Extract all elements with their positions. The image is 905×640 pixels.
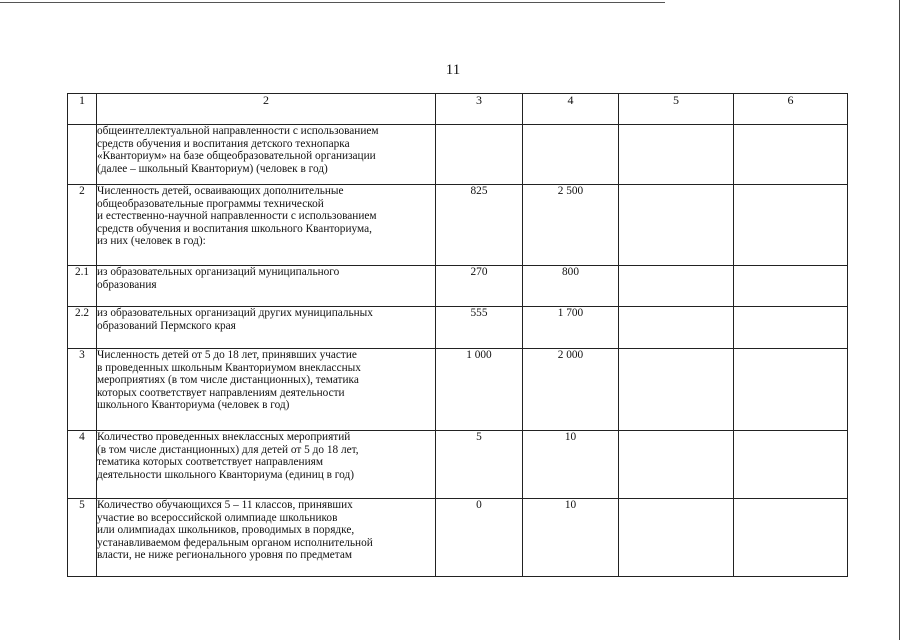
description-line: общеобразовательные программы технической: [97, 197, 324, 210]
description-line: которых соответствует направлениям деятельности: [97, 386, 345, 399]
header-cell-3: 3: [436, 94, 523, 125]
row-description: [97, 307, 436, 349]
description-line: деятельности школьного Кванториума (единиц в год): [97, 468, 354, 481]
row-value-col6: [734, 125, 848, 185]
row-value-col3: 5: [436, 431, 523, 499]
table-row: [68, 307, 848, 349]
description-line: (далее – школьный Кванториум) (человек в год): [97, 162, 328, 175]
description-line: и естественно-научной направленности с использованием: [97, 210, 377, 223]
row-value-col6: [734, 266, 848, 307]
row-value-col4: 10: [523, 431, 619, 499]
row-number: 5: [68, 499, 97, 577]
description-line: Количество обучающихся 5 – 11 классов, принявших: [97, 499, 353, 511]
header-cell-2: 2: [97, 94, 436, 125]
row-value-col3: [436, 125, 523, 185]
row-value-col5: [619, 266, 734, 307]
description-line: власти, не ниже регионального уровня по предметам: [97, 549, 352, 562]
table-row: [68, 185, 848, 266]
description-line: Количество проведенных внеклассных мероприятий: [97, 431, 351, 443]
row-description: [97, 431, 436, 499]
header-cell-4: 4: [523, 94, 619, 125]
row-value-col6: [734, 431, 848, 499]
row-value-col3: 0: [436, 499, 523, 577]
row-description: [97, 125, 436, 185]
table-header-row: [68, 94, 848, 125]
description-line: «Кванториум» на базе общеобразовательной организации: [97, 150, 376, 163]
row-description: [97, 499, 436, 577]
header-cell-1: 1: [68, 94, 97, 125]
row-value-col5: [619, 307, 734, 349]
description-line: образования: [97, 278, 157, 291]
row-value-col3: 555: [436, 307, 523, 349]
description-line: средств обучения и воспитания школьного Кванториума,: [97, 222, 372, 235]
table-row: [68, 349, 848, 431]
row-value-col5: [619, 431, 734, 499]
row-value-col5: [619, 349, 734, 431]
table-row: [68, 431, 848, 499]
row-value-col4: 10: [523, 499, 619, 577]
description-line: образований Пермского края: [97, 319, 236, 332]
row-value-col6: [734, 185, 848, 266]
row-value-col4: 800: [523, 266, 619, 307]
description-line: (в том числе дистанционных) для детей от 5 до 18 лет,: [97, 443, 359, 456]
row-value-col3: 825: [436, 185, 523, 266]
row-number: 3: [68, 349, 97, 431]
table-row: [68, 125, 848, 185]
row-description: [97, 349, 436, 431]
row-number: 4: [68, 431, 97, 499]
row-value-col4: [523, 125, 619, 185]
description-line: общеинтеллектуальной направленности с использованием: [97, 125, 379, 137]
description-line: тематика которых соответствует направлениям: [97, 456, 323, 469]
row-value-col5: [619, 125, 734, 185]
description-line: из образовательных организаций других муниципальных: [97, 307, 373, 319]
scan-border-top: [0, 2, 665, 3]
header-cell-5: 5: [619, 94, 734, 125]
page-number: 11: [445, 62, 461, 78]
description-line: мероприятиях (в том числе дистанционных), тематика: [97, 374, 359, 387]
indicators-table: [67, 93, 848, 577]
description-line: Численность детей от 5 до 18 лет, принявших участие: [97, 349, 357, 361]
header-cell-6: 6: [734, 94, 848, 125]
row-value-col4: 2 000: [523, 349, 619, 431]
description-line: школьного Кванториума (человек в год): [97, 399, 290, 412]
row-value-col5: [619, 185, 734, 266]
row-number: 2.2: [68, 307, 97, 349]
table-row: [68, 499, 848, 577]
description-line: средств обучения и воспитания детского технопарка: [97, 137, 350, 150]
description-line: из них (человек в год):: [97, 235, 206, 248]
row-value-col3: 270: [436, 266, 523, 307]
row-number: [68, 125, 97, 185]
description-line: Численность детей, осваивающих дополнительные: [97, 185, 344, 197]
row-value-col4: 1 700: [523, 307, 619, 349]
row-value-col6: [734, 349, 848, 431]
description-line: или олимпиадах школьников, проводимых в порядке,: [97, 524, 355, 537]
row-value-col6: [734, 499, 848, 577]
scan-border-right: [899, 0, 900, 640]
row-number: 2: [68, 185, 97, 266]
row-description: [97, 266, 436, 307]
row-number: 2.1: [68, 266, 97, 307]
description-line: устанавливаемом федеральным органом исполнительной: [97, 536, 373, 549]
row-value-col6: [734, 307, 848, 349]
row-value-col3: 1 000: [436, 349, 523, 431]
row-value-col4: 2 500: [523, 185, 619, 266]
row-description: [97, 185, 436, 266]
description-line: в проведенных школьным Кванториумом внеклассных: [97, 361, 361, 374]
description-line: участие во всероссийской олимпиаде школьников: [97, 511, 338, 524]
description-line: из образовательных организаций муниципального: [97, 266, 340, 278]
row-value-col5: [619, 499, 734, 577]
table-row: [68, 266, 848, 307]
